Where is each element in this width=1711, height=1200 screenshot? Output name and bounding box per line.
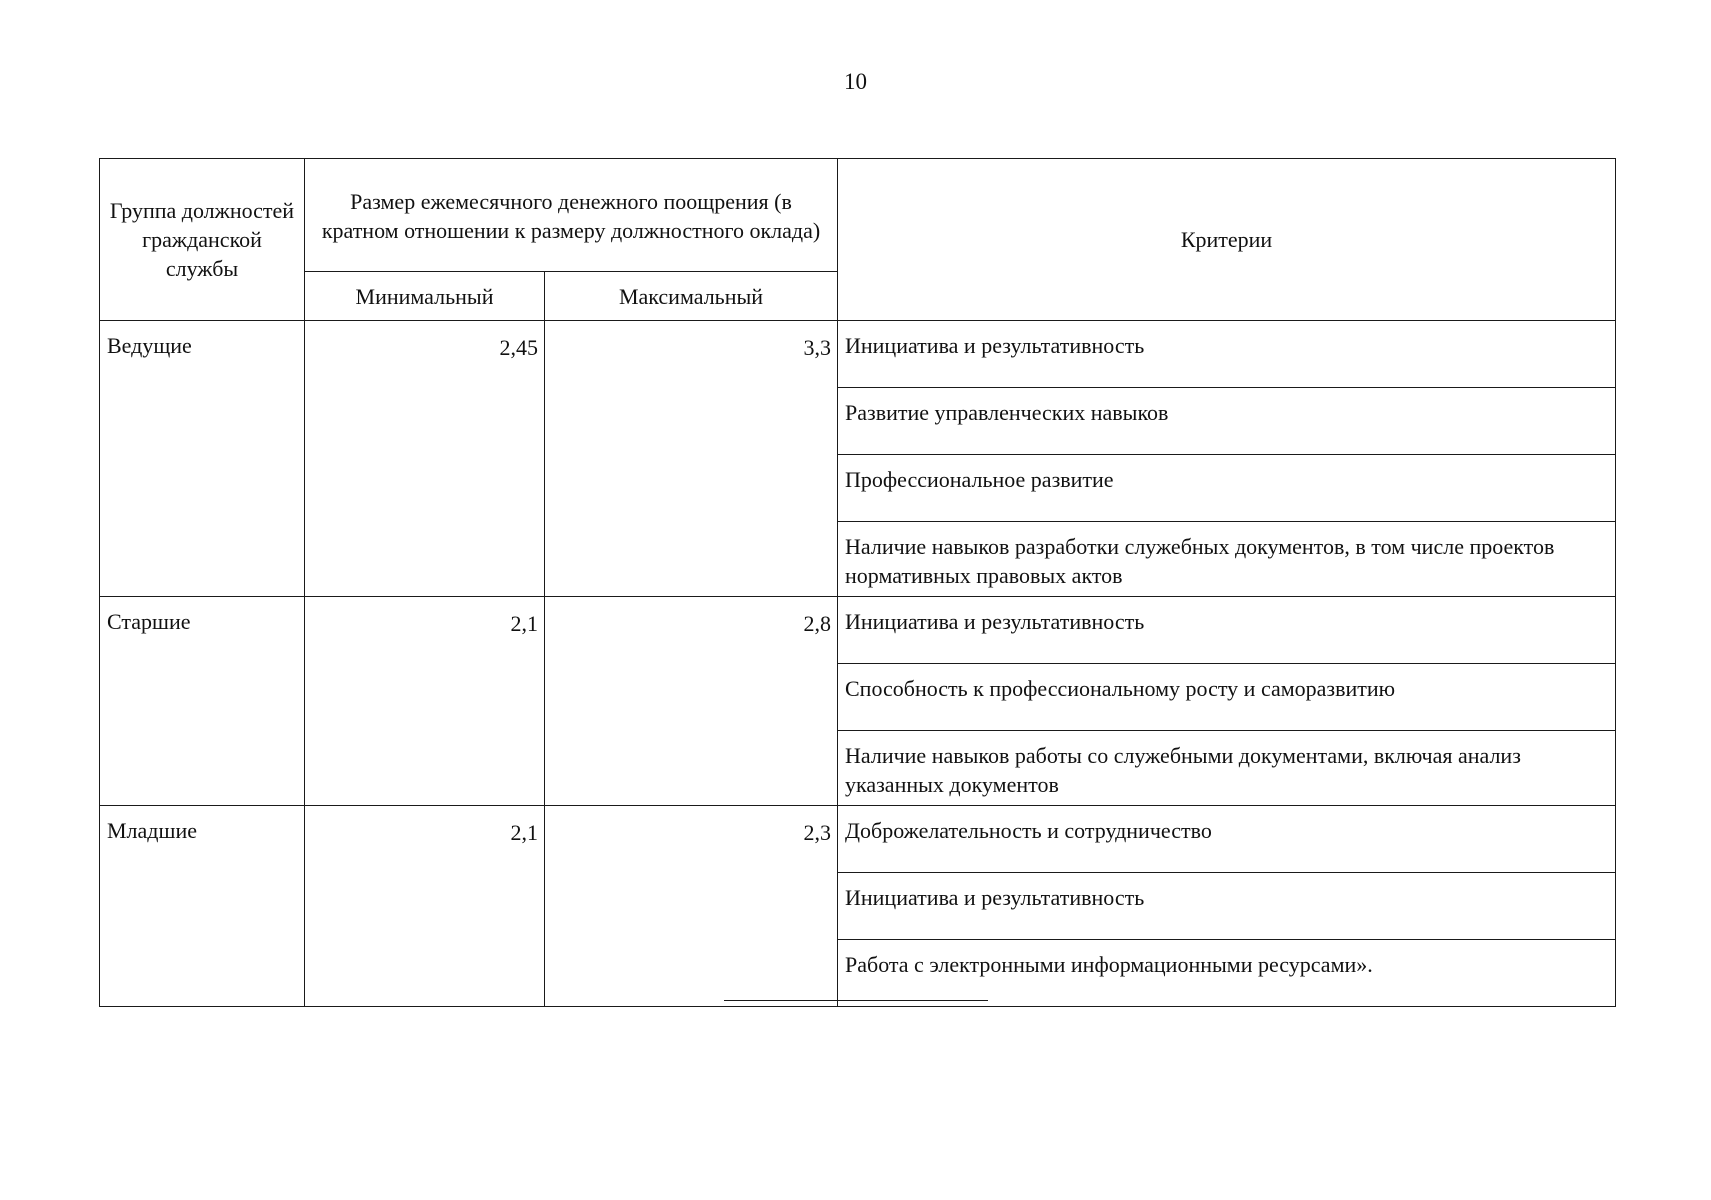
criterion-cell: Работа с электронными информационными ресурсами». xyxy=(838,940,1616,1007)
header-min: Минимальный xyxy=(305,272,545,321)
criterion-cell: Инициатива и результативность xyxy=(838,321,1616,388)
header-criteria: Критерии xyxy=(838,159,1616,321)
bonus-criteria-table xyxy=(99,158,1616,1007)
max-value-cell: 2,8 xyxy=(545,597,838,806)
group-name-cell: Младшие xyxy=(100,806,305,1007)
max-value-cell: 2,3 xyxy=(545,806,838,1007)
header-row-top xyxy=(100,159,1616,272)
header-group: Группа должностей гражданской службы xyxy=(100,159,305,321)
bonus-criteria-table-wrapper xyxy=(99,158,1615,1007)
table-row xyxy=(100,806,1616,873)
table-row xyxy=(100,321,1616,388)
group-name-cell: Старшие xyxy=(100,597,305,806)
min-value-cell: 2,1 xyxy=(305,806,545,1007)
header-max: Максимальный xyxy=(545,272,838,321)
min-value-cell: 2,1 xyxy=(305,597,545,806)
criterion-cell: Профессиональное развитие xyxy=(838,455,1616,522)
page-number: 10 xyxy=(844,69,867,94)
criterion-cell: Инициатива и результативность xyxy=(838,597,1616,664)
criterion-cell: Наличие навыков разработки служебных документов, в том числе проектов нормативных правовых актов xyxy=(838,522,1616,597)
criterion-cell: Инициатива и результативность xyxy=(838,873,1616,940)
max-value-cell: 3,3 xyxy=(545,321,838,597)
min-value-cell: 2,45 xyxy=(305,321,545,597)
criterion-cell: Способность к профессиональному росту и саморазвитию xyxy=(838,664,1616,731)
header-bonus-size: Размер ежемесячного денежного поощрения (в кратном отношении к размеру должностного оклада) xyxy=(305,159,838,272)
criterion-cell: Доброжелательность и сотрудничество xyxy=(838,806,1616,873)
table-row xyxy=(100,597,1616,664)
footer-divider-line xyxy=(724,1000,988,1001)
criterion-cell: Наличие навыков работы со служебными документами, включая анализ указанных документов xyxy=(838,731,1616,806)
criterion-cell: Развитие управленческих навыков xyxy=(838,388,1616,455)
group-name-cell: Ведущие xyxy=(100,321,305,597)
